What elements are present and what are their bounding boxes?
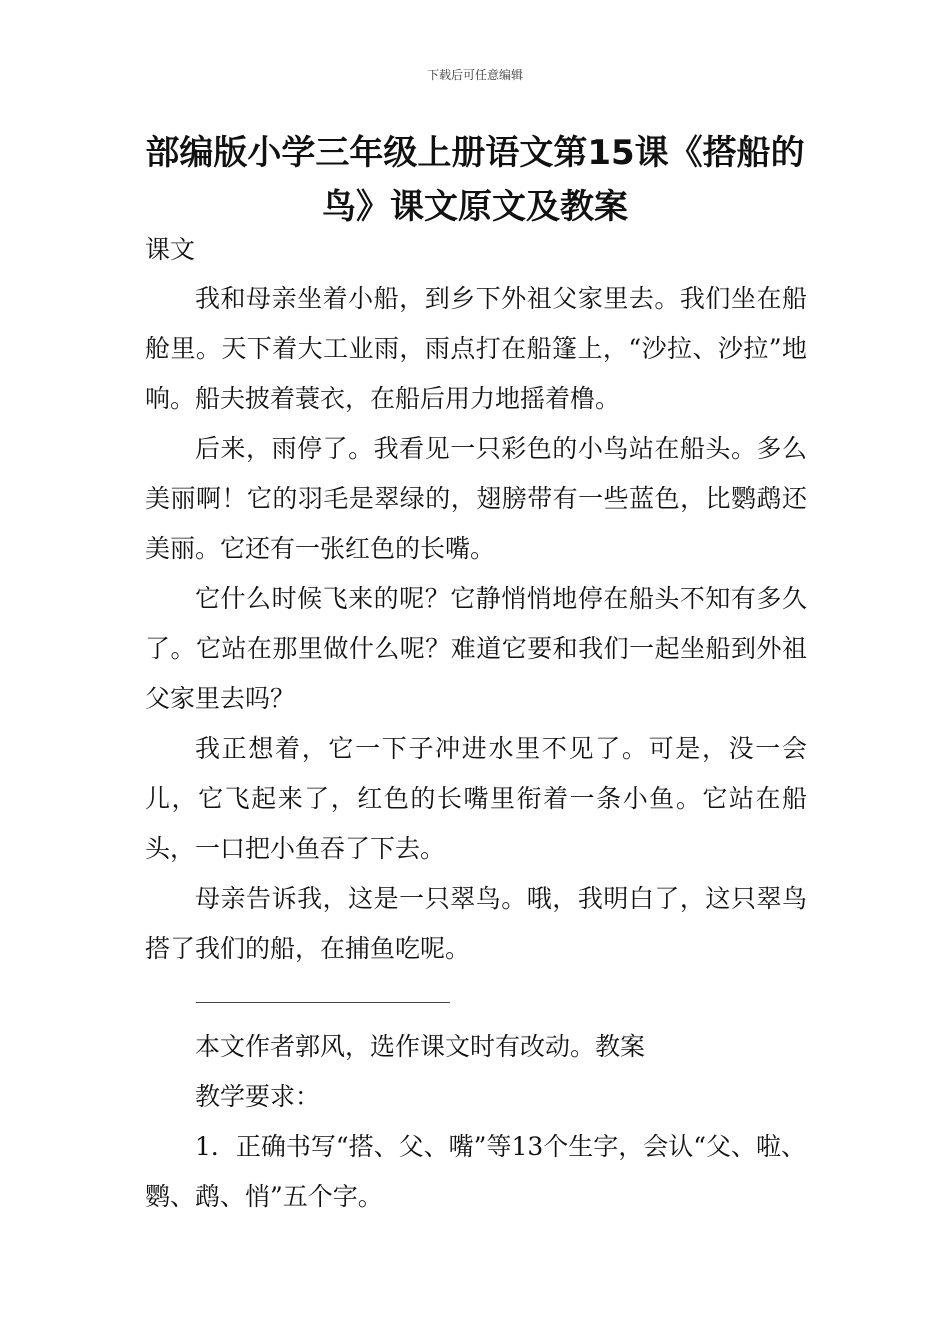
- section-label-text: 课文: [145, 235, 196, 264]
- document-title: 部编版小学三年级上册语文第15课《搭船的鸟》课文原文及教案: [145, 133, 805, 227]
- requirement-item: 1．正确书写“搭、父、嘴”等13个生字，会认“父、啦、鹦、鹉、悄”五个字。: [145, 1132, 807, 1211]
- paragraph: 它什么时候飞来的呢？它静悄悄地停在船头不知有多久了。它站在那里做什么呢？难道它要和我们一起坐船到外祖父家里去吗？: [145, 584, 807, 713]
- paragraph: 我正想着，它一下子冲进水里不见了。可是，没一会儿，它飞起来了，红色的长嘴里衔着一条小鱼。它站在船头，一口把小鱼吞了下去。: [145, 734, 807, 863]
- paragraph: 我和母亲坐着小船，到乡下外祖父家里去。我们坐在船舱里。天下着大工业雨，雨点打在船篷上，“沙拉、沙拉”地响。船夫披着蓑衣，在船后用力地摇着橹。: [145, 284, 807, 413]
- requirements-heading: 教学要求：: [195, 1082, 321, 1111]
- header-note: 下载后可任意编辑: [426, 68, 523, 82]
- lesson-text: [145, 274, 807, 974]
- lesson-plan-block: [145, 1022, 807, 1222]
- footnote: 本文作者郭风，选作课文时有改动。教案: [195, 1032, 646, 1061]
- paragraph: 后来，雨停了。我看见一只彩色的小鸟站在船头。多么美丽啊！它的羽毛是翠绿的，翅膀带有一些蓝色，比鹦鹉还美丽。它还有一张红色的长嘴。: [145, 434, 807, 563]
- footnote-divider: [196, 1002, 450, 1003]
- paragraph: 母亲告诉我，这是一只翠鸟。哦，我明白了，这只翠鸟搭了我们的船，在捕鱼吃呢。: [145, 884, 807, 963]
